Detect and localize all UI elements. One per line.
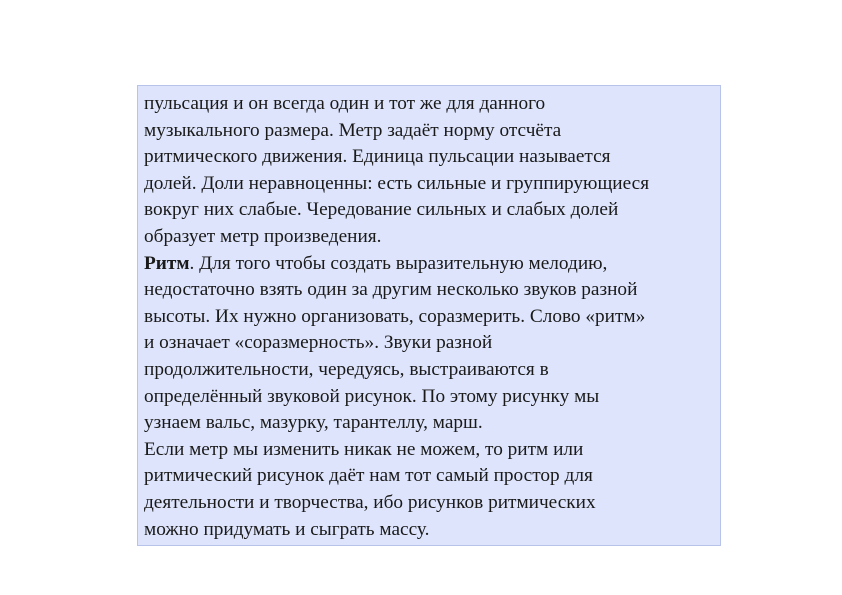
paragraph-rhythm — [144, 251, 714, 437]
paragraph-rhythm-text: . Для того чтобы создать выразительную мелодию, недостаточно взять один за другим несколько звуков разной высоты. Их нужно организовать, соразмерить. Слово «ритм» и означает «соразмерность». Звуки разной продолжительности, чередуясь, выстраиваются в определённый звуковой рисунок. По этому рисунку мы узнаем вальс, мазурку, тарантеллу, марш. — [144, 252, 646, 434]
text-box — [137, 85, 721, 546]
paragraph-freedom: Если метр мы изменить никак не можем, то ритм или ритмический рисунок даёт нам тот самый простор для деятельности и творчества, ибо рисунков ритмических можно придумать и сыграть массу. — [144, 438, 596, 540]
paragraph-meter: пульсация и он всегда один и тот же для данного музыкального размера. Метр задаёт норму отсчёта ритмического движения. Единица пульсации называется долей. Доли неравноценны: есть сильные и группирующиеся вокруг них слабые. Чередование сильных и слабых долей образует метр произведения. — [144, 93, 650, 247]
term-rhythm: Ритм — [144, 252, 190, 274]
